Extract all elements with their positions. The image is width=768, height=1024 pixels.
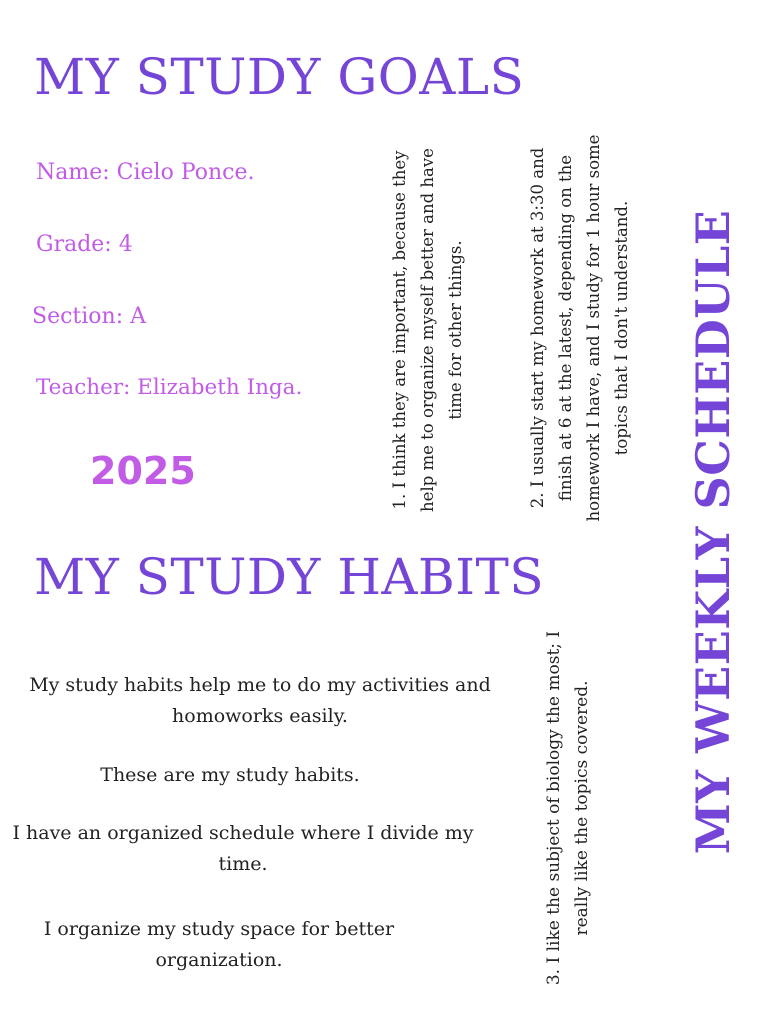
habits-paragraph-3: I have an organized schedule where I divide my time. xyxy=(12,822,474,875)
student-name: Name: Cielo Ponce. xyxy=(36,160,255,185)
habits-paragraph-1: My study habits help me to do my activities and homoworks easily. xyxy=(29,674,491,727)
habits-paragraph-2: These are my study habits. xyxy=(100,764,360,786)
answer-1-text: 1. I think they are important, because they help me to organize myself better and have time for other things. xyxy=(390,148,465,512)
study-habits-title: MY STUDY HABITS xyxy=(34,548,545,606)
study-goals-title: MY STUDY GOALS xyxy=(34,48,525,106)
student-grade: Grade: 4 xyxy=(36,232,133,257)
answer-2-text: 2. I usually start my homework at 3:30 and finish at 6 at the latest, depending on the homework I have, and I study for 1 hour some topics that I don't understand. xyxy=(528,134,631,522)
student-teacher: Teacher: Elizabeth Inga. xyxy=(36,375,303,400)
weekly-schedule-title: MY WEEKLY SCHEDULE xyxy=(686,209,740,855)
answer-3-text: 3. I like the subject of biology the most; I really like the topics covered. xyxy=(544,630,592,986)
year-label: 2025 xyxy=(90,449,196,493)
student-section: Section: A xyxy=(32,304,146,329)
habits-paragraph-4: I organize my study space for better organization. xyxy=(43,918,395,971)
